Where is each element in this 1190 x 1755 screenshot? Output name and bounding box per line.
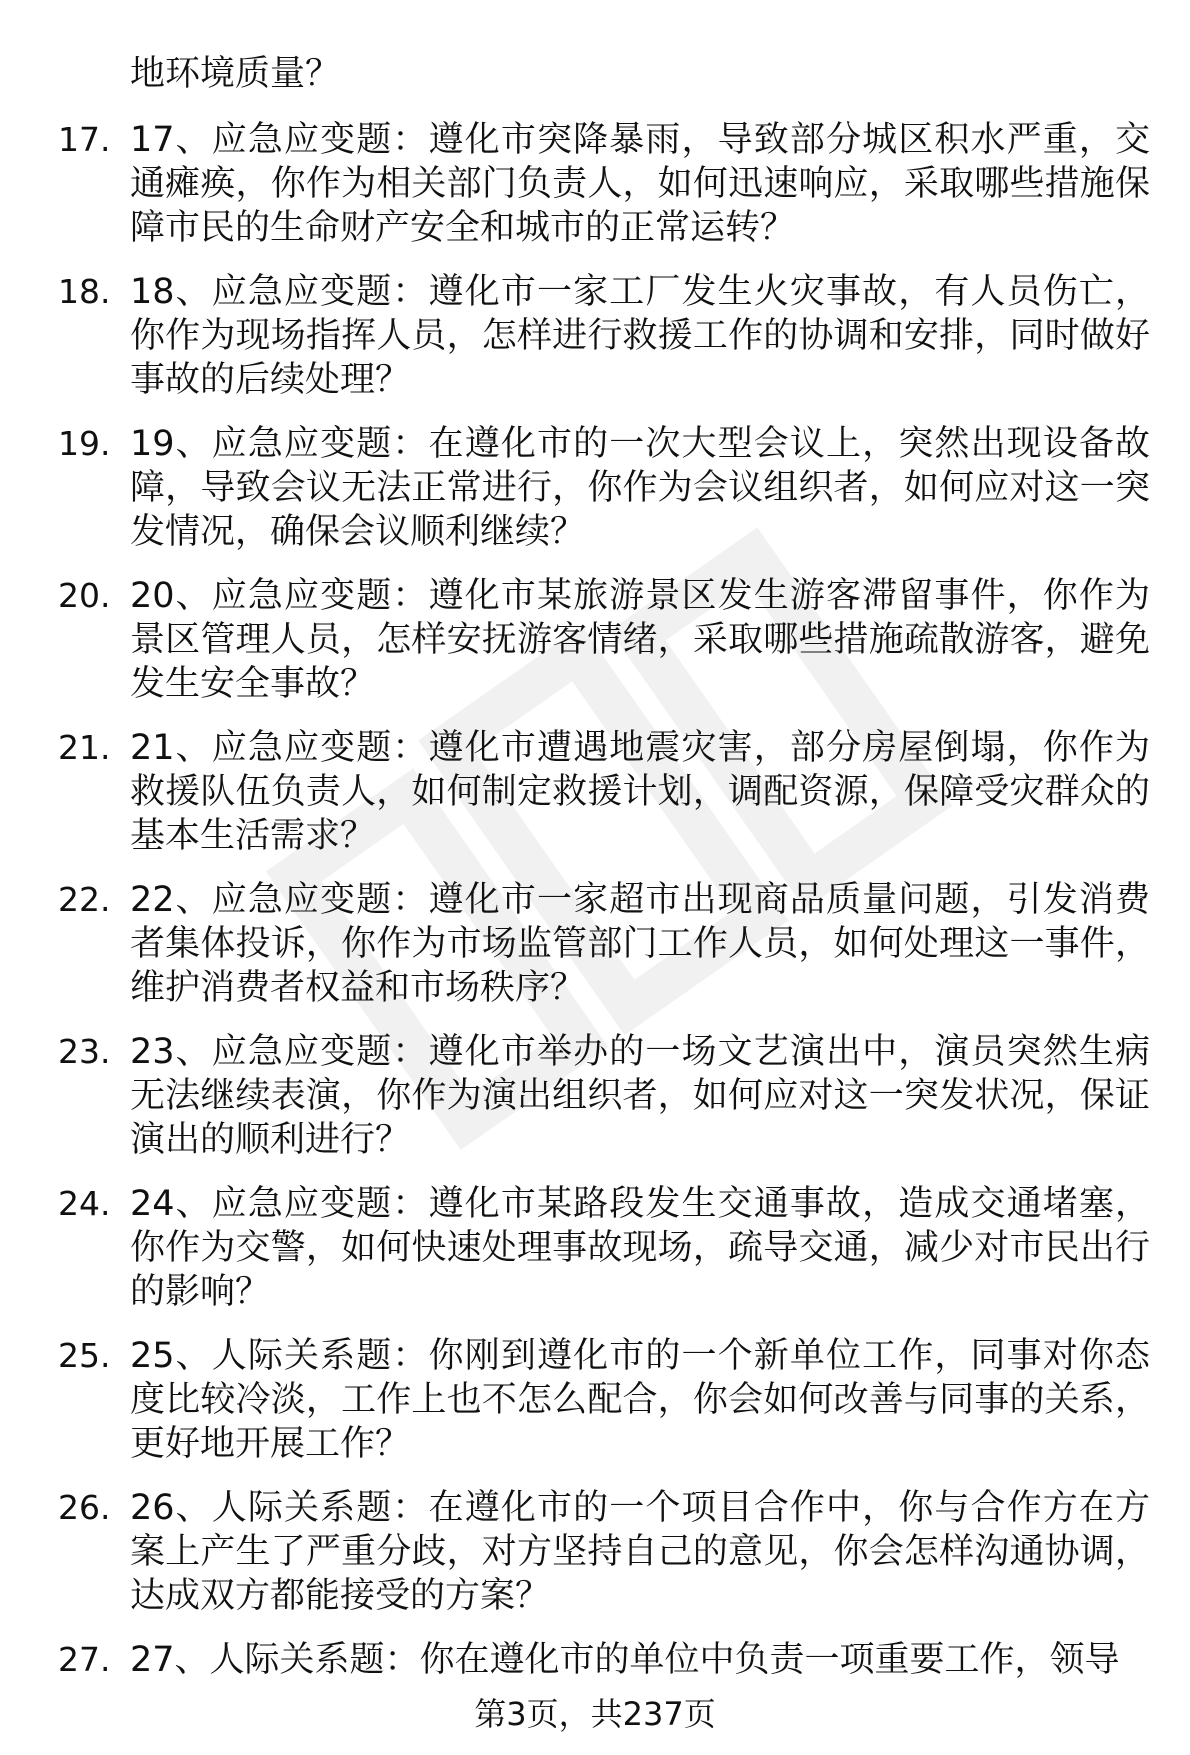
- item-number: 23.: [58, 1032, 111, 1071]
- item-text: 24、应急应变题：遵化市某路段发生交通事故，造成交通堵塞，你作为交警，如何快速处理事故现场，疏导交通，减少对市民出行的影响？: [130, 1184, 1150, 1312]
- list-item: [0, 270, 1150, 402]
- item-number: 17.: [58, 120, 111, 159]
- item-text: 21、应急应变题：遵化市遭遇地震灾害，部分房屋倒塌，你作为救援队伍负责人，如何制定救援计划，调配资源，保障受灾群众的基本生活需求？: [130, 728, 1150, 856]
- item-text: 23、应急应变题：遵化市举办的一场文艺演出中，演员突然生病无法继续表演，你作为演出组织者，如何应对这一突发状况，保证演出的顺利进行？: [130, 1032, 1150, 1160]
- question-list: [0, 118, 1190, 1702]
- list-item: [0, 1334, 1150, 1466]
- list-item: [0, 878, 1150, 1010]
- list-item: [0, 726, 1150, 858]
- list-item: [0, 1030, 1150, 1162]
- list-item: [0, 422, 1150, 554]
- item-text: 22、应急应变题：遵化市一家超市出现商品质量问题，引发消费者集体投诉，你作为市场监管部门工作人员，如何处理这一事件，维护消费者权益和市场秩序？: [130, 880, 1150, 1008]
- item-number: 22.: [58, 880, 111, 919]
- item-text: 19、应急应变题：在遵化市的一次大型会议上，突然出现设备故障，导致会议无法正常进行，你作为会议组织者，如何应对这一突发情况，确保会议顺利继续？: [130, 424, 1150, 552]
- item-number: 20.: [58, 576, 111, 615]
- item-number: 25.: [58, 1336, 111, 1375]
- item-text: 18、应急应变题：遵化市一家工厂发生火灾事故，有人员伤亡，你作为现场指挥人员，怎样进行救援工作的协调和安排，同时做好事故的后续处理？: [130, 272, 1150, 400]
- continuation-text: 地环境质量？: [130, 54, 341, 94]
- list-item: [0, 1486, 1150, 1618]
- list-item: [0, 574, 1150, 706]
- item-number: 26.: [58, 1488, 111, 1527]
- item-text: 17、应急应变题：遵化市突降暴雨，导致部分城区积水严重，交通瘫痪，你作为相关部门负责人，如何迅速响应，采取哪些措施保障市民的生命财产安全和城市的正常运转？: [130, 120, 1150, 248]
- item-number: 21.: [58, 728, 111, 767]
- item-text: 25、人际关系题：你刚到遵化市的一个新单位工作，同事对你态度比较冷淡，工作上也不怎么配合，你会如何改善与同事的关系，更好地开展工作？: [130, 1336, 1150, 1464]
- item-text: 20、应急应变题：遵化市某旅游景区发生游客滞留事件，你作为景区管理人员，怎样安抚游客情绪，采取哪些措施疏散游客，避免发生安全事故？: [130, 576, 1150, 704]
- item-number: 24.: [58, 1184, 111, 1223]
- item-number: 18.: [58, 272, 111, 311]
- item-number: 19.: [58, 424, 111, 463]
- item-text: 27、人际关系题：你在遵化市的单位中负责一项重要工作，领导: [130, 1640, 1120, 1680]
- item-number: 27.: [58, 1640, 111, 1679]
- item-text: 26、人际关系题：在遵化市的一个项目合作中，你与合作方在方案上产生了严重分歧，对方坚持自己的意见，你会怎样沟通协调，达成双方都能接受的方案？: [130, 1488, 1150, 1616]
- list-item: [0, 1638, 1150, 1682]
- list-item: [0, 118, 1150, 250]
- page-footer: 第3页，共237页: [474, 1695, 716, 1733]
- list-item: [0, 1182, 1150, 1314]
